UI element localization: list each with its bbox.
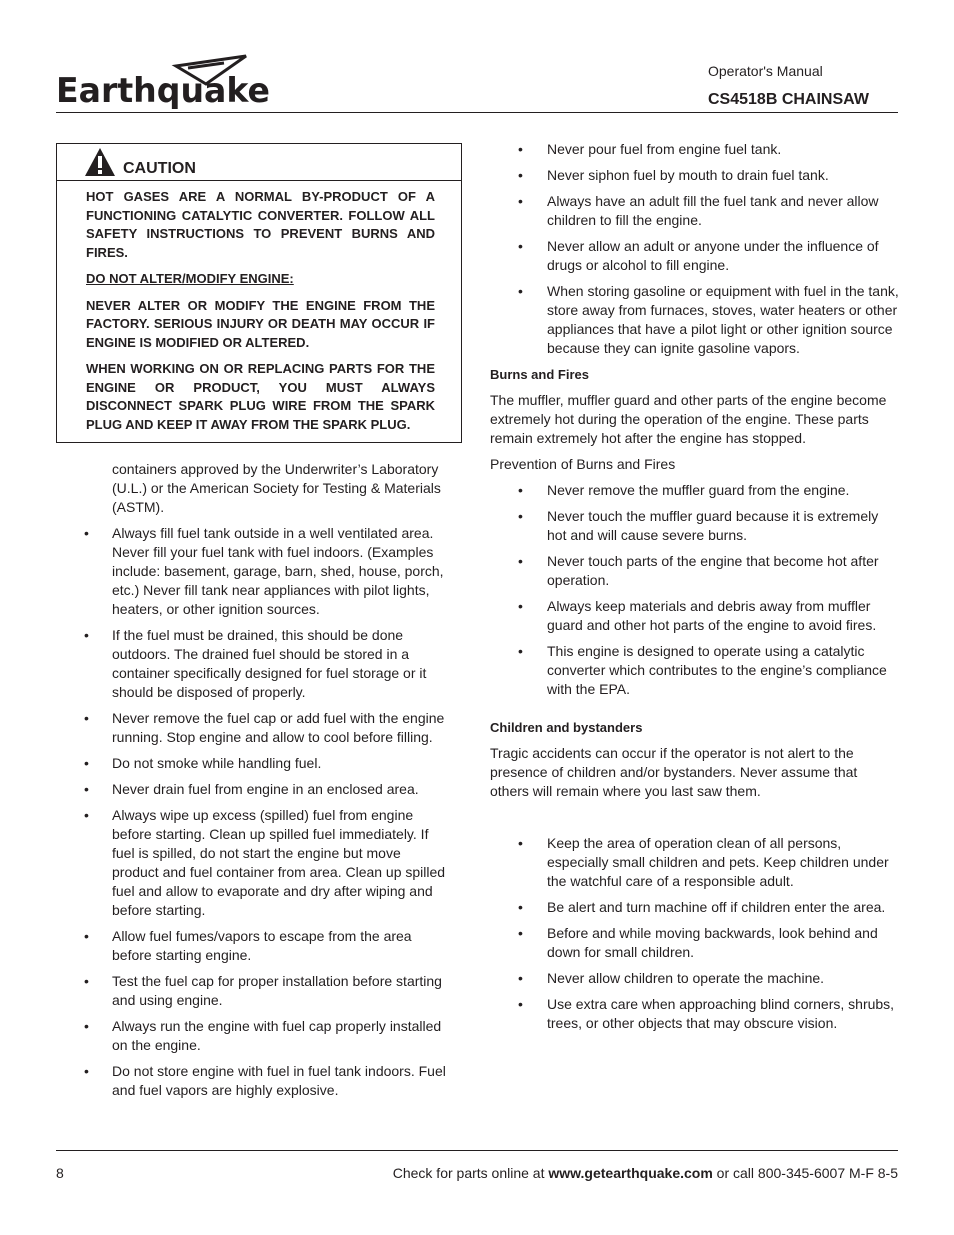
list-item-text: If the fuel must be drained, this should be done outdoors. The drained fuel should be stored in a container specifically designed for fuel storage or it should be disposed of properly. — [112, 627, 427, 700]
list-item — [490, 969, 900, 988]
list-item-text: Never siphon fuel by mouth to drain fuel tank. — [547, 167, 829, 183]
list-item — [490, 192, 900, 230]
bullet-icon: • — [84, 525, 89, 541]
brand-wordmark: Earthquake — [56, 71, 270, 111]
list-item-text: Never touch the muffler guard because it is extremely hot and will cause severe burns. — [547, 508, 879, 543]
bullet-icon: • — [84, 781, 89, 797]
list-item-text: Before and while moving backwards, look behind and down for small children. — [547, 925, 878, 960]
bullet-icon: • — [84, 1018, 89, 1034]
footer-divider — [56, 1150, 898, 1151]
list-item — [490, 995, 900, 1033]
list-item-text: Do not store engine with fuel in fuel tank indoors. Fuel and fuel vapors are highly explosive. — [112, 1063, 446, 1098]
list-item — [84, 626, 450, 702]
list-item — [490, 552, 900, 590]
footer-phone: or call 800-345-6007 M-F 8-5 — [712, 1165, 898, 1181]
list-item-text: Never allow an adult or anyone under the influence of drugs or alcohol to fill engine. — [547, 238, 879, 273]
children-paragraph: Tragic accidents can occur if the operator is not alert to the presence of children and/or bystanders. Never assume that others will remain where you last saw them. — [490, 745, 858, 799]
list-item — [490, 166, 900, 185]
caution-body — [86, 188, 435, 442]
caution-paragraph: WHEN WORKING ON OR REPLACING PARTS FOR THE ENGINE OR PRODUCT, YOU MUST ALWAYS DISCONNECT SPARK PLUG WIRE FROM THE SPARK PLUG AND KEEP IT AWAY FROM THE SPARK PLUG. — [86, 361, 435, 432]
list-item — [490, 481, 900, 500]
list-item-text: Use extra care when approaching blind corners, shrubs, trees, or other objects that may obscure vision. — [547, 996, 895, 1031]
header-divider — [56, 112, 898, 113]
list-item-text: Do not smoke while handling fuel. — [112, 755, 322, 771]
bullet-icon: • — [84, 928, 89, 944]
bullet-icon: • — [84, 755, 89, 771]
caution-paragraph: HOT GASES ARE A NORMAL BY-PRODUCT OF A FUNCTIONING CATALYTIC CONVERTER. FOLLOW ALL SAFETY INSTRUCTIONS TO PREVENT BURNS AND FIRES. — [86, 189, 435, 260]
caution-title: CAUTION — [123, 160, 196, 177]
bullet-icon: • — [518, 283, 523, 299]
footer-contact — [393, 1165, 898, 1181]
children-list — [490, 834, 900, 1033]
doc-type: Operator's Manual — [708, 63, 823, 79]
burns-paragraph: The muffler, muffler guard and other parts of the engine become extremely hot during the operation of the engine. These parts remain extremely hot after the engine has stopped. — [490, 392, 887, 446]
burns-list — [490, 481, 900, 699]
list-item — [490, 834, 900, 891]
list-item — [490, 282, 900, 358]
caution-box — [56, 143, 462, 443]
caution-subheading: DO NOT ALTER/MODIFY ENGINE: — [86, 271, 294, 286]
bullet-icon: • — [518, 193, 523, 209]
bullet-icon: • — [518, 643, 523, 659]
list-item-text: Never allow children to operate the machine. — [547, 970, 825, 986]
fuel-handling-list — [490, 140, 900, 358]
left-column — [84, 460, 450, 1107]
bullet-icon: • — [84, 973, 89, 989]
list-item — [490, 597, 900, 635]
list-item-text: Never remove the fuel cap or add fuel with the engine running. Stop engine and allow to cool before filling. — [112, 710, 445, 745]
list-item-text: Never pour fuel from engine fuel tank. — [547, 141, 782, 157]
list-item — [84, 780, 450, 799]
list-item-text: Never touch parts of the engine that become hot after operation. — [547, 553, 879, 588]
prevention-label: Prevention of Burns and Fires — [490, 456, 676, 472]
list-item — [490, 642, 900, 699]
list-item — [490, 898, 900, 917]
earthquake-logo — [56, 54, 278, 116]
model-title: CS4518B CHAINSAW — [708, 91, 869, 108]
bullet-icon: • — [84, 807, 89, 823]
list-item — [84, 709, 450, 747]
bullet-icon: • — [518, 835, 523, 851]
bullet-icon: • — [518, 598, 523, 614]
caution-paragraph: NEVER ALTER OR MODIFY THE ENGINE FROM THE FACTORY. SERIOUS INJURY OR DEATH MAY OCCUR IF ENGINE IS MODIFIED OR ALTERED. — [86, 297, 435, 350]
bullet-icon: • — [518, 553, 523, 569]
list-item-text: Always wipe up excess (spilled) fuel from engine before starting. Clean up spilled fuel immediately. If fuel is spilled, do not start the engine but move product and fuel container from area. Clean up spilled fuel and allow to evaporate and dry after wiping and before starting. — [112, 807, 446, 918]
burns-heading: Burns and Fires — [490, 367, 589, 382]
list-item-text: Never drain fuel from engine in an enclosed area. — [112, 781, 419, 797]
warning-icon — [84, 147, 116, 177]
bullet-icon: • — [518, 482, 523, 498]
list-item — [490, 237, 900, 275]
bullet-icon: • — [84, 710, 89, 726]
bullet-icon: • — [518, 508, 523, 524]
list-item — [490, 924, 900, 962]
bullet-icon: • — [518, 238, 523, 254]
bullet-icon: • — [518, 899, 523, 915]
list-item — [84, 754, 450, 773]
bullet-icon: • — [84, 1063, 89, 1079]
list-item — [84, 1017, 450, 1055]
list-item-text: When storing gasoline or equipment with fuel in the tank, store away from furnaces, stoves, water heaters or other appliances that have a pilot light or other ignition source because they can ignite gasoline vapors. — [547, 283, 899, 356]
list-item-text: Always have an adult fill the fuel tank and never allow children to fill the engine. — [547, 193, 879, 228]
list-item — [84, 1062, 450, 1100]
list-item — [490, 140, 900, 159]
list-item — [84, 927, 450, 965]
list-item-text: Keep the area of operation clean of all persons, especially small children and pets. Keep children under the watchful care of a responsible adult. — [547, 835, 889, 889]
fuel-safety-list — [84, 524, 450, 1100]
right-column — [490, 140, 900, 1040]
continued-text: containers approved by the Underwriter’s Laboratory (U.L.) or the American Society for Testing & Materials (ASTM). — [112, 461, 441, 515]
children-heading: Children and bystanders — [490, 720, 643, 735]
list-item — [84, 806, 450, 920]
list-item — [84, 972, 450, 1010]
bullet-icon: • — [518, 167, 523, 183]
list-item-text: Always run the engine with fuel cap properly installed on the engine. — [112, 1018, 442, 1053]
website-link[interactable]: www.getearthquake.com — [548, 1165, 713, 1181]
bullet-icon: • — [518, 996, 523, 1012]
list-item-text: Test the fuel cap for proper installation before starting and using engine. — [112, 973, 442, 1008]
page-number: 8 — [56, 1165, 64, 1181]
list-item-text: Always fill fuel tank outside in a well ventilated area. Never fill your fuel tank with fuel indoors. (Examples include: basement, garage, barn, shed, house, porch, etc.) Never fill tank near appliances with pilot lights, heaters, or other ignition sources. — [112, 525, 444, 617]
bullet-icon: • — [518, 970, 523, 986]
list-item — [84, 524, 450, 619]
list-item-text: Never remove the muffler guard from the engine. — [547, 482, 850, 498]
footer-text: Check for parts online at — [392, 1165, 549, 1181]
bullet-icon: • — [84, 627, 89, 643]
bullet-icon: • — [518, 141, 523, 157]
list-item-text: This engine is designed to operate using a catalytic converter which contributes to the engine’s compliance with the EPA. — [547, 643, 887, 697]
list-item — [490, 507, 900, 545]
bullet-icon: • — [518, 925, 523, 941]
list-item-text: Allow fuel fumes/vapors to escape from the area before starting engine. — [112, 928, 412, 963]
caution-header — [57, 144, 461, 181]
list-item-text: Be alert and turn machine off if children enter the area. — [547, 899, 886, 915]
list-item-text: Always keep materials and debris away from muffler guard and other hot parts of the engine to avoid fires. — [547, 598, 877, 633]
